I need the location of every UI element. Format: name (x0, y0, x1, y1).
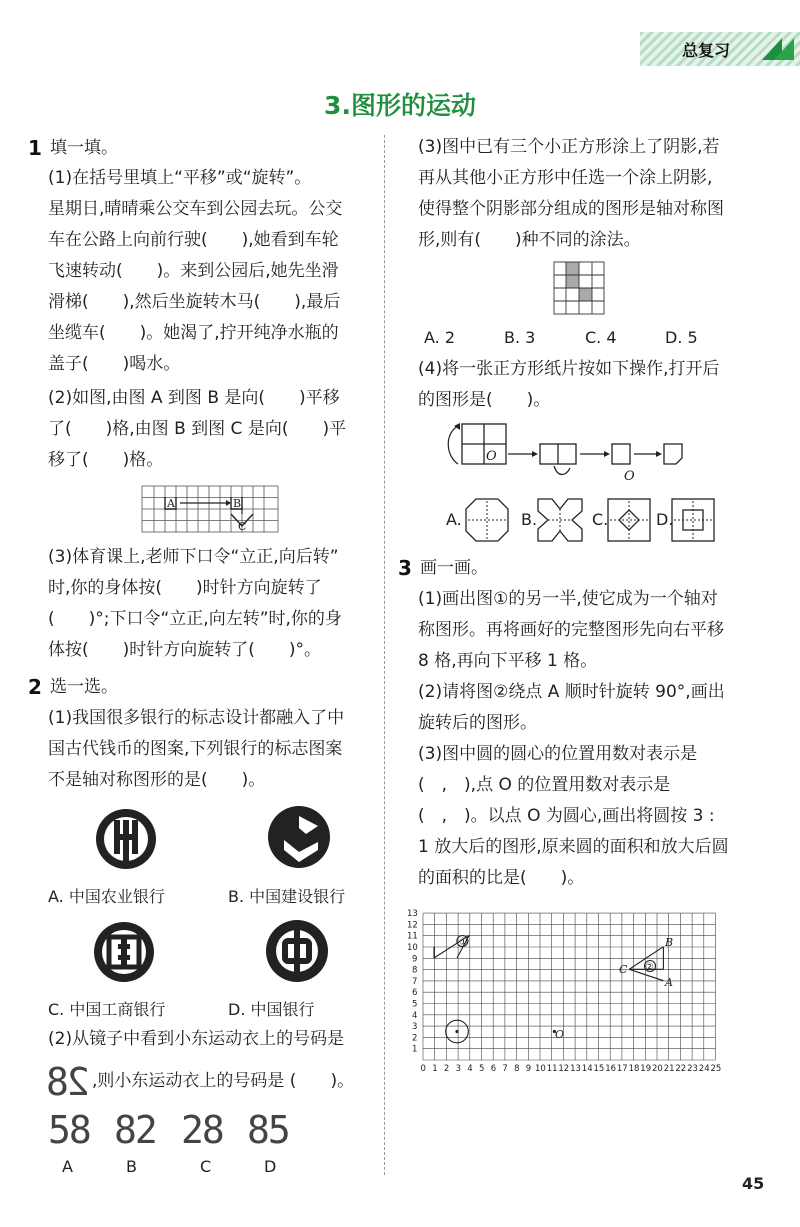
text-line: (1)画出图①的另一半,使它成为一个轴对 (418, 589, 718, 609)
fold-option-d-shape (670, 497, 716, 543)
figure-1-label: ① (459, 937, 468, 948)
icbc-bank-logo-icon (92, 920, 156, 984)
y-tick-label: 3 (412, 1022, 418, 1033)
text-line: 车在公路上向前行驶( ),她看到车轮 (48, 230, 339, 250)
text-line: 国古代钱币的图案,下列银行的标志图案 (48, 739, 343, 759)
boc-bank-logo-icon (264, 918, 330, 984)
ccb-bank-logo-icon (266, 804, 332, 870)
x-tick-label: 18 (628, 1064, 640, 1074)
logo-triangle-icon (758, 34, 798, 64)
text-line: 了( )格,由图 B 到图 C 是向( )平 (48, 419, 347, 439)
x-tick-label: 5 (479, 1064, 485, 1074)
number-option-d: 85 (247, 1108, 289, 1152)
grid-label-c: C (238, 520, 247, 533)
y-tick-label: 8 (412, 965, 418, 976)
shade-option-b: B. 3 (504, 328, 536, 347)
text-line: 的面积的比是( )。 (418, 868, 585, 888)
y-tick-label: 6 (412, 988, 418, 999)
point-c-label: C (619, 963, 628, 976)
text-line: (3)图中圆的圆心的位置用数对表示是 (418, 744, 698, 764)
number-option-c: 28 (181, 1108, 223, 1152)
text-line: 时,你的身体按( )时针方向旋转了 (48, 578, 322, 598)
x-tick-label: 16 (605, 1064, 617, 1074)
x-tick-label: 24 (698, 1064, 710, 1074)
fold-option-a-shape (464, 497, 510, 543)
question-number-2: 2 (28, 675, 42, 699)
x-tick-label: 2 (443, 1064, 450, 1074)
x-tick-label: 21 (663, 1064, 675, 1074)
q2-part1 (48, 703, 344, 796)
text-line: (3)图中已有三个小正方形涂上了阴影,若 (418, 137, 720, 157)
text-line: 8 格,再向下平移 1 格。 (418, 651, 598, 671)
shade-option-a: A. 2 (424, 328, 456, 347)
q1-part3 (48, 542, 342, 666)
text-line: 不是轴对称图形的是( )。 (48, 770, 266, 790)
x-tick-label: 9 (525, 1064, 532, 1074)
section-header-tab (640, 32, 800, 66)
y-tick-label: 1 (412, 1044, 418, 1055)
shade-option-d: D. 5 (665, 328, 698, 347)
y-tick-label: 9 (412, 954, 418, 965)
coordinate-grid (405, 900, 735, 1082)
x-tick-label: 1 (432, 1064, 438, 1074)
y-tick-label: 7 (412, 976, 418, 987)
text-line: 1 放大后的图形,原来圆的面积和放大后圆 (418, 837, 729, 857)
text-line: (4)将一张正方形纸片按如下操作,打开后 (418, 359, 720, 379)
question-number-3: 3 (398, 556, 412, 580)
bank-option-d: D. 中国银行 (228, 1000, 315, 1019)
question-2-heading: 选一选。 (50, 677, 118, 697)
page-number: 45 (742, 1174, 765, 1193)
x-tick-label: 14 (581, 1064, 593, 1074)
x-tick-label: 19 (640, 1064, 652, 1074)
fold-option-d-label: D. (656, 510, 674, 529)
x-tick-label: 11 (546, 1064, 558, 1074)
x-tick-label: 15 (593, 1064, 605, 1074)
text-line: (2)请将图②绕点 A 顺时针旋转 90°,画出 (418, 682, 725, 702)
x-tick-label: 0 (420, 1064, 426, 1074)
fold-option-b-shape (536, 497, 584, 543)
x-tick-label: 6 (490, 1064, 497, 1074)
shaded-squares-grid (553, 261, 605, 315)
section-header-label: 总复习 (682, 41, 731, 60)
text-line: (3)体育课上,老师下口令“立正,向后转” (48, 547, 339, 567)
text-line: (1)我国很多银行的标志设计都融入了中 (48, 708, 345, 728)
text-line: 使得整个阴影部分组成的图形是轴对称图 (418, 199, 724, 219)
text-line: ( , )。以点 O 为圆心,画出将圆按 3 : (418, 806, 715, 826)
fold-option-b-label: B. (521, 510, 538, 529)
fold-option-c-shape (606, 497, 652, 543)
fold-option-c-label: C. (592, 510, 609, 529)
text-line: (2)如图,由图 A 到图 B 是向( )平移 (48, 388, 340, 408)
y-tick-label: 4 (412, 1010, 418, 1021)
choice-letter-c: C (200, 1157, 212, 1176)
paper-folding-sequence (440, 420, 690, 484)
abc-bank-logo-icon (93, 806, 159, 872)
y-tick-label: 11 (407, 931, 418, 942)
x-tick-label: 7 (502, 1064, 508, 1074)
figure-2-label: ② (645, 962, 654, 973)
choice-letter-a: A (62, 1157, 73, 1176)
y-tick-label: 5 (412, 999, 418, 1010)
mirror-number-display: 28 (48, 1060, 90, 1104)
point-a-label: A (665, 976, 673, 989)
x-tick-label: 4 (467, 1064, 473, 1074)
question-number-1: 1 (28, 136, 42, 160)
q2-part2-line: (2)从镜子中看到小东运动衣上的号码是 (48, 1029, 345, 1049)
text-line: 坐缆车( )。她渴了,拧开纯净水瓶的 (48, 323, 339, 343)
text-line: 的图形是( )。 (418, 390, 551, 410)
choice-letter-b: B (126, 1157, 137, 1176)
text-line: (1)在括号里填上“平移”或“旋转”。 (48, 168, 312, 188)
y-tick-label: 12 (407, 920, 418, 931)
shade-option-c: C. 4 (585, 328, 617, 347)
question-1-heading: 填一填。 (50, 138, 118, 158)
point-o-label: O (555, 1028, 565, 1041)
text-line: ( , ),点 O 的位置用数对表示是 (418, 775, 671, 795)
x-tick-label: 8 (514, 1064, 520, 1074)
text-line: 再从其他小正方形中任选一个涂上阴影, (418, 168, 713, 188)
text-line: 称图形。再将画好的完整图形先向右平移 (418, 620, 724, 640)
q2-part2-line2: ,则小东运动衣上的号码是 ( )。 (92, 1071, 355, 1091)
text-line: 移了( )格。 (48, 450, 164, 470)
number-option-a: 58 (48, 1108, 90, 1152)
column-divider (384, 135, 385, 1175)
bank-option-c: C. 中国工商银行 (48, 1000, 166, 1019)
x-tick-label: 22 (675, 1064, 687, 1074)
text-line: 滑梯( ),然后坐旋转木马( ),最后 (48, 292, 341, 312)
fold-corner-label: O (624, 469, 635, 484)
text-line: 星期日,晴晴乘公交车到公园去玩。公交 (48, 199, 343, 219)
q2-part3 (418, 132, 724, 256)
text-line: 体按( )时针方向旋转了( )°。 (48, 640, 322, 660)
text-line: 旋转后的图形。 (418, 713, 537, 733)
q2-part4 (418, 354, 719, 416)
y-tick-label: 10 (407, 943, 418, 953)
q3-body (418, 584, 729, 894)
bank-option-b: B. 中国建设银行 (228, 887, 346, 906)
fold-center-label: O (486, 449, 497, 464)
fold-option-a-label: A. (446, 510, 462, 529)
x-tick-label: 17 (616, 1064, 628, 1074)
question-3-heading: 画一画。 (420, 558, 488, 578)
choice-letter-d: D (264, 1157, 277, 1176)
x-tick-label: 23 (687, 1064, 698, 1074)
y-tick-label: 2 (412, 1033, 418, 1044)
y-tick-label: 13 (407, 909, 418, 920)
translation-grid-figure (140, 484, 280, 536)
x-tick-label: 13 (570, 1064, 581, 1074)
bank-option-a: A. 中国农业银行 (48, 887, 165, 906)
x-tick-label: 20 (652, 1064, 663, 1074)
point-b-label: B (665, 936, 674, 949)
text-line: 飞速转动( )。来到公园后,她先坐滑 (48, 261, 339, 281)
q1-part1 (48, 163, 342, 380)
grid-label-a: A (167, 497, 175, 510)
number-option-b: 82 (114, 1108, 156, 1152)
x-tick-label: 3 (455, 1064, 462, 1074)
text-line: 盖子( )喝水。 (48, 354, 181, 374)
q1-part2 (48, 383, 346, 476)
x-tick-label: 25 (710, 1064, 722, 1074)
grid-label-b: B (233, 497, 242, 510)
text-line: 形,则有( )种不同的涂法。 (418, 230, 641, 250)
page-title: 3.图形的运动 (324, 91, 476, 120)
x-tick-label: 10 (535, 1064, 546, 1074)
x-tick-label: 12 (558, 1064, 570, 1074)
text-line: ( )°;下口令“立正,向左转”时,你的身 (48, 609, 342, 629)
